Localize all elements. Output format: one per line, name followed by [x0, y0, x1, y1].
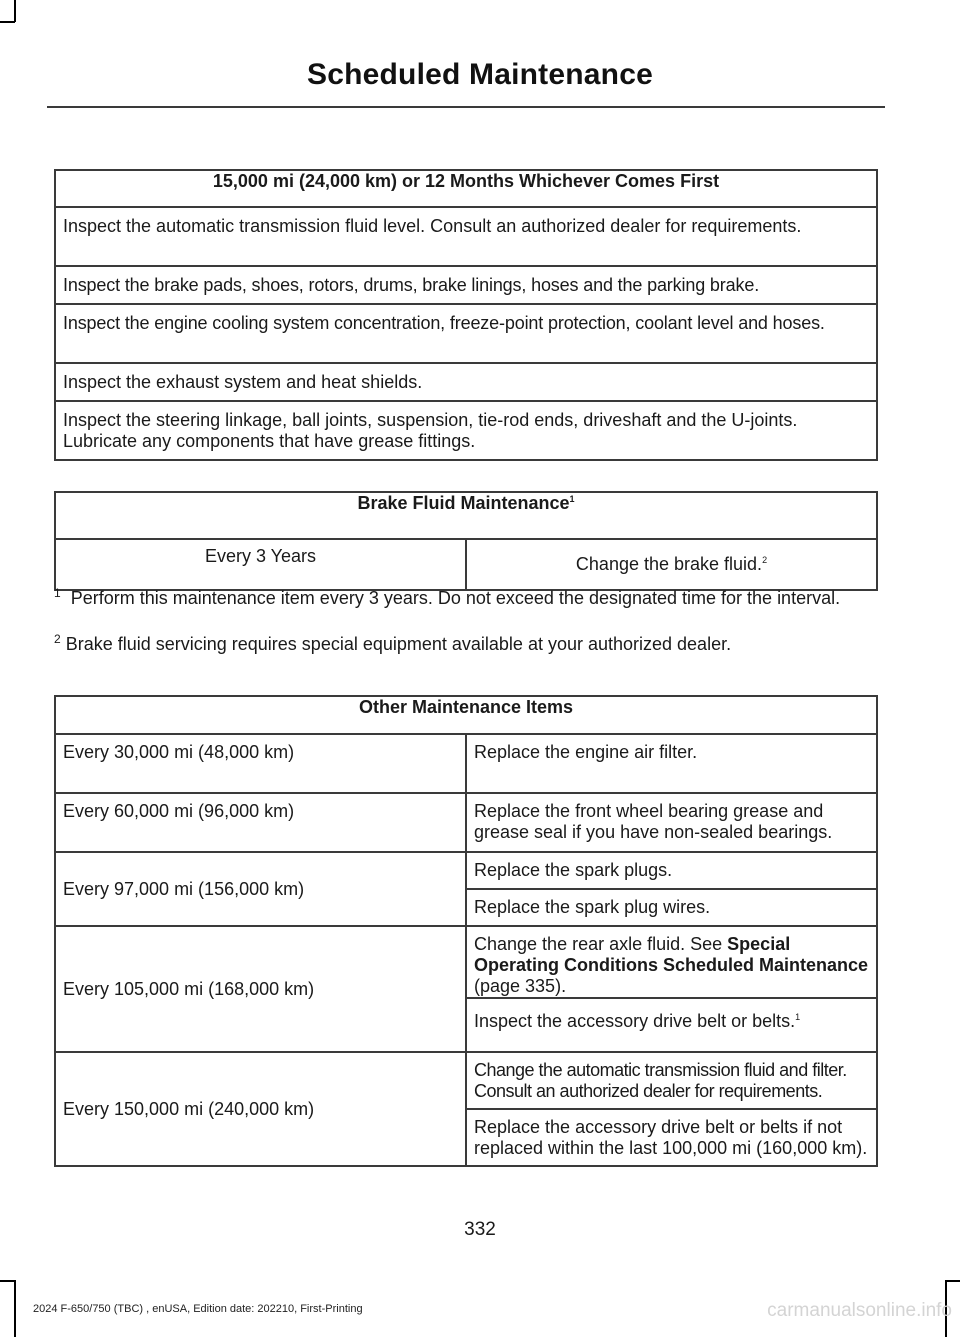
edition-footer: 2024 F-650/750 (TBC) , enUSA, Edition date: 202210, First-Printing	[33, 1303, 363, 1315]
maintenance-15k-table	[54, 169, 878, 461]
footnote-text: Perform this maintenance item every 3 years. Do not exceed the designated time for the interval.	[70, 588, 841, 608]
footnote-ref: 1	[795, 1012, 801, 1022]
page-number: 332	[464, 1219, 496, 1240]
crop-mark	[0, 1280, 15, 1282]
task-cell: Replace the front wheel bearing grease and grease seal if you have non-sealed bearings.	[466, 793, 877, 852]
footnote-text: Brake fluid servicing requires special equipment available at your authorized dealer.	[65, 634, 732, 654]
footnote-ref: 1	[569, 494, 575, 504]
interval-cell: Every 30,000 mi (48,000 km)	[55, 734, 466, 793]
task-cell	[466, 539, 877, 590]
header-divider	[47, 106, 885, 108]
interval-cell: Every 97,000 mi (156,000 km)	[55, 852, 466, 926]
task-cell: Replace the spark plug wires.	[466, 889, 877, 926]
task-cell: Replace the accessory drive belt or belts if not replaced within the last 100,000 mi (160,000 km).	[466, 1109, 877, 1166]
watermark: carmanualsonline.info	[767, 1300, 952, 1321]
footnote-mark: 2	[54, 632, 61, 646]
other-maintenance-table	[54, 695, 878, 1167]
table-row: Inspect the steering linkage, ball joints, suspension, tie-rod ends, driveshaft and the U-joints. Lubricate any components that have grease fittings.	[55, 401, 877, 460]
crop-mark	[14, 1280, 16, 1337]
footnote	[54, 588, 884, 609]
table-row: Inspect the brake pads, shoes, rotors, drums, brake linings, hoses and the parking brake.	[55, 266, 877, 304]
task-text: Change the rear axle fluid. See	[474, 934, 728, 954]
task-cell: Replace the engine air filter.	[466, 734, 877, 793]
crop-mark	[14, 0, 16, 22]
task-cell: Replace the spark plugs.	[466, 852, 877, 889]
footnote	[54, 634, 884, 655]
table-row: Inspect the engine cooling system concentration, freeze-point protection, coolant level and hoses.	[55, 304, 877, 363]
footnote-mark: 1	[54, 586, 61, 600]
brake-fluid-heading: Brake Fluid Maintenance	[357, 493, 570, 513]
special-conditions-link[interactable]: Special Operating Conditions Scheduled Maintenance	[474, 934, 869, 975]
footnote-ref: 2	[762, 555, 768, 565]
interval-cell: Every 150,000 mi (240,000 km)	[55, 1052, 466, 1166]
interval-cell: Every 60,000 mi (96,000 km)	[55, 793, 466, 852]
crop-mark	[946, 1280, 960, 1282]
task-cell	[466, 926, 877, 998]
task-cell	[466, 998, 877, 1052]
table-heading	[55, 492, 877, 539]
brake-fluid-table	[54, 491, 878, 591]
task-text: (page 335).	[474, 976, 567, 996]
brake-fluid-task: Change the brake fluid.	[575, 554, 763, 574]
task-cell: Change the automatic transmission fluid and filter. Consult an authorized dealer for requirements.	[466, 1052, 877, 1109]
table-row: Inspect the automatic transmission fluid level. Consult an authorized dealer for requirements.	[55, 207, 877, 266]
table-row: Inspect the exhaust system and heat shields.	[55, 363, 877, 401]
task-text: Inspect the accessory drive belt or belts.	[474, 1011, 796, 1031]
table-heading: Other Maintenance Items	[55, 696, 877, 734]
interval-cell: Every 105,000 mi (168,000 km)	[55, 926, 466, 1052]
crop-mark	[0, 21, 15, 23]
page-title: Scheduled Maintenance	[307, 58, 653, 91]
table-heading: 15,000 mi (24,000 km) or 12 Months Whichever Comes First	[55, 170, 877, 207]
interval-cell: Every 3 Years	[55, 539, 466, 590]
